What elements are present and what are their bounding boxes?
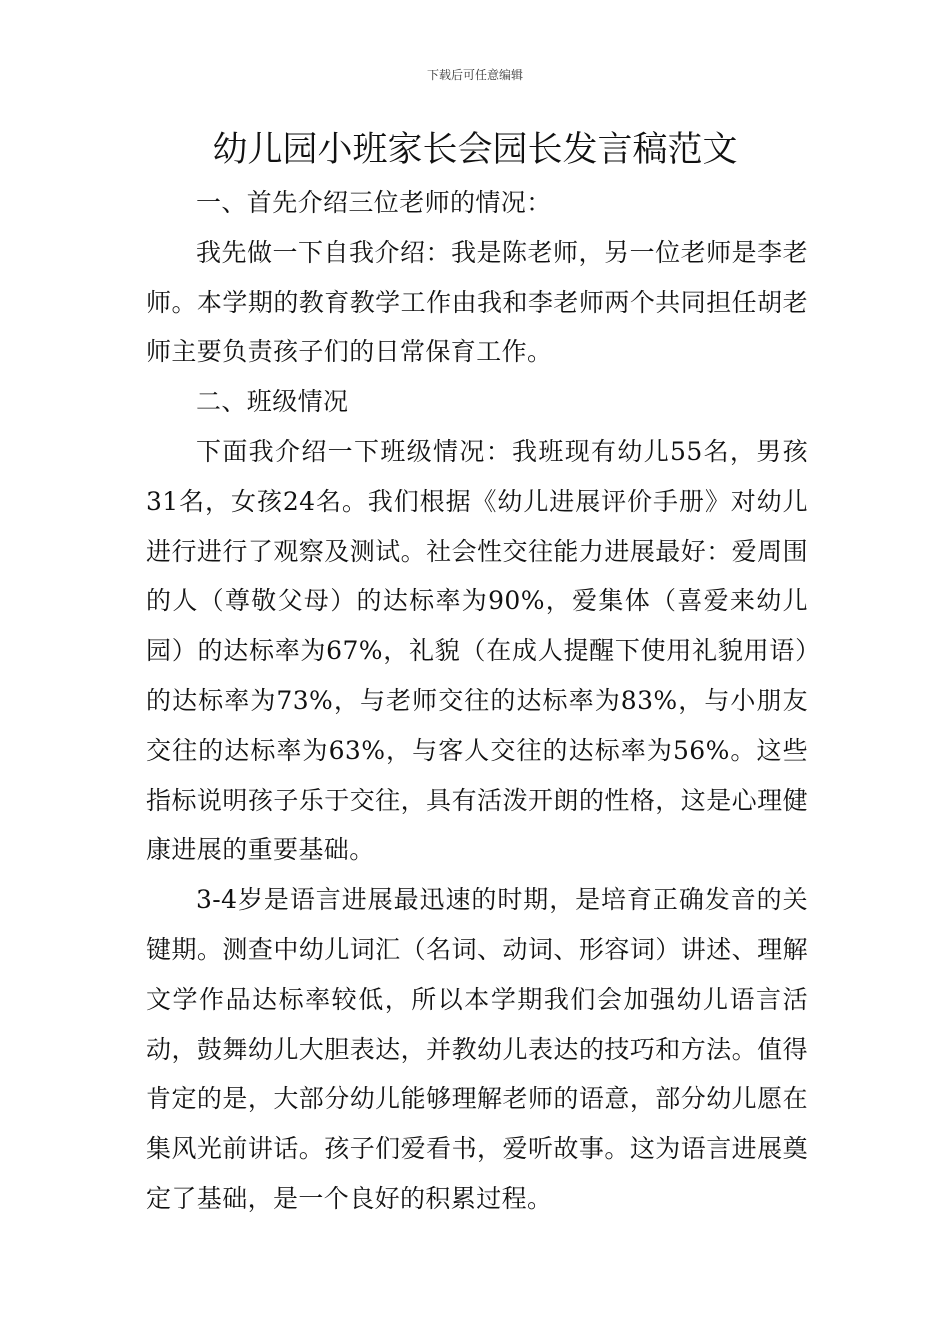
- section-heading-teachers: 一、首先介绍三位老师的情况：: [196, 188, 552, 217]
- paragraph-self-introduction: 我先做一下自我介绍：我是陈老师，另一位老师是李老师。本学期的教育教学工作由我和李老师两个共同担任胡老师主要负责孩子们的日常保育工作。: [146, 237, 808, 367]
- document-title: 幼儿园小班家长会园长发言稿范文: [212, 130, 738, 170]
- section-heading-class: 二、班级情况: [196, 387, 349, 417]
- document-body: [146, 178, 808, 1224]
- paragraph-class-situation: 下面我介绍一下班级情况：我班现有幼儿55名，男孩31名，女孩24名。我们根据《幼儿进展评价手册》对幼儿进行进行了观察及测试。社会性交往能力进展最好：爱周围的人（尊敬父母）的达标率为90%，爱集体（喜爱来幼儿园）的达标率为67%，礼貌（在成人提醒下使用礼貌用语）的达标率为73%，与老师交往的达标率为83%，与小朋友交往的达标率为63%，与客人交往的达标率为56%。这些指标说明孩子乐于交往，具有活泼开朗的性格，这是心理健康进展的重要基础。: [146, 436, 808, 865]
- header-note: 下载后可任意编辑: [426, 68, 523, 82]
- paragraph-language-development: 3-4岁是语言进展最迅速的时期，是培育正确发音的关键期。测查中幼儿词汇（名词、动词、形容词）讲述、理解文学作品达标率较低，所以本学期我们会加强幼儿语言活动，鼓舞幼儿大胆表达，并教幼儿表达的技巧和方法。值得肯定的是，大部分幼儿能够理解老师的语意，部分幼儿愿在集风光前讲话。孩子们爱看书，爱听故事。这为语言进展奠定了基础，是一个良好的积累过程。: [146, 885, 808, 1213]
